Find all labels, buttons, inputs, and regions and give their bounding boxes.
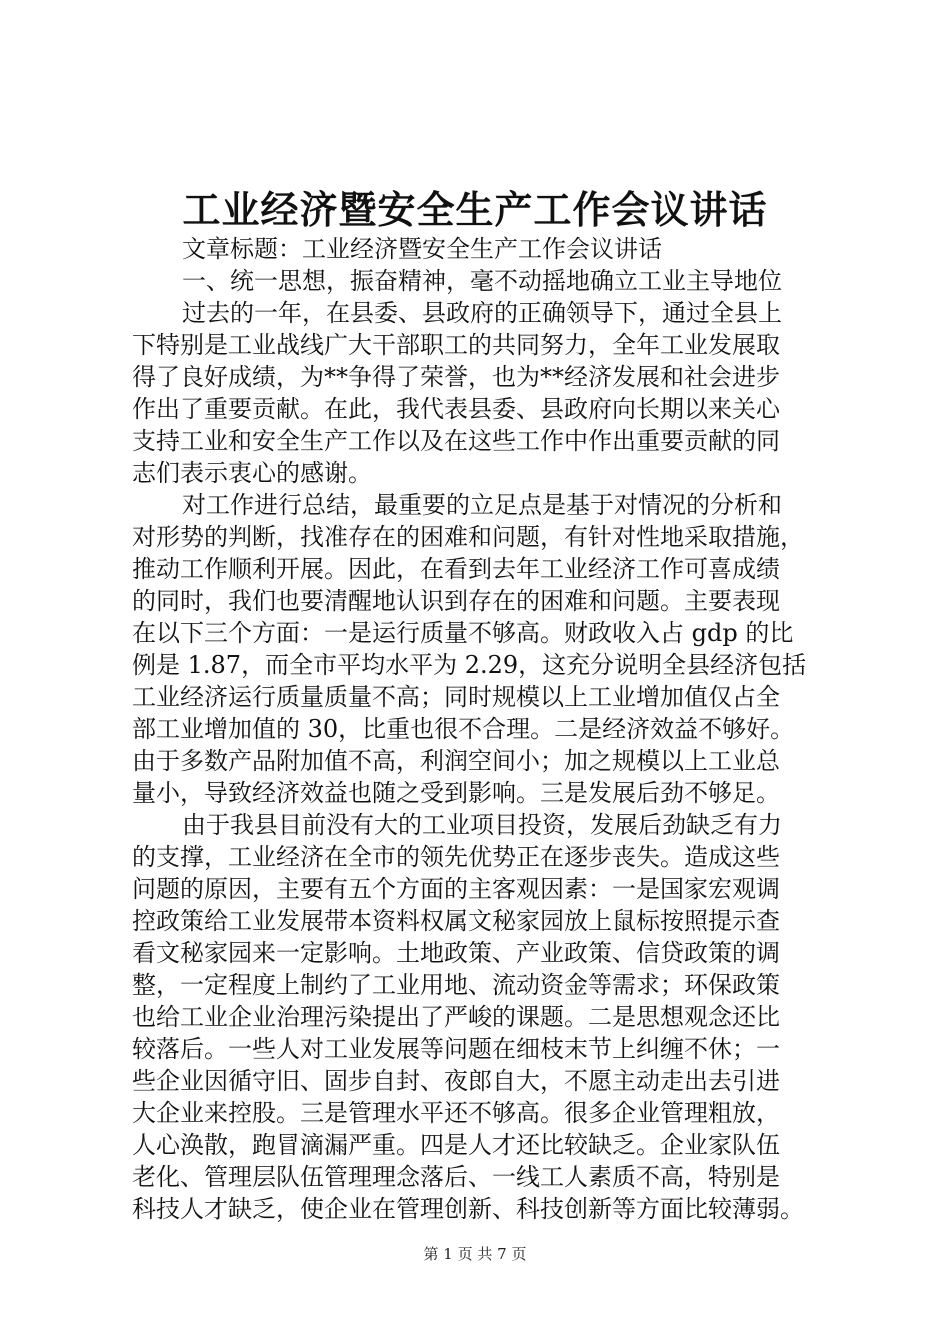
document-title: 工业经济暨安全生产工作会议讲话 [182,187,768,232]
text-line: 过去的一年，在县委、县政府的正确领导下，通过全县上 [182,299,782,327]
text-line: 些企业因循守旧、固步自封、夜郎自大，不愿主动走出去引进 [132,1067,780,1095]
text-line: 由于多数产品附加值不高，利润空间小；加之规模以上工业总 [132,747,780,775]
text-line: 对工作进行总结，最重要的立足点是基于对情况的分析和 [182,491,782,519]
text-line: 人心涣散，跑冒滴漏严重。四是人才还比较缺乏。企业家队伍 [132,1131,780,1159]
document-body [132,233,824,1225]
text-line: 问题的原因，主要有五个方面的主客观因素：一是国家宏观调 [132,875,780,903]
text-line: 例是 1.87，而全市平均水平为 2.29，这充分说明全县经济包括 [132,651,807,679]
text-line: 部工业增加值的 30，比重也很不合理。二是经济效益不够好。 [132,715,795,743]
text-line: 作出了重要贡献。在此，我代表县委、县政府向长期以来关心 [132,395,780,423]
text-line: 较落后。一些人对工业发展等问题在细枝末节上纠缠不休；一 [132,1035,780,1063]
text-line: 控政策给工业发展带本资料权属文秘家园放上鼠标按照提示查 [132,907,780,935]
text-line: 的支撑，工业经济在全市的领先优势正在逐步丧失。造成这些 [132,843,780,871]
text-line: 工业经济运行质量质量不高；同时规模以上工业增加值仅占全 [132,683,780,711]
text-line: 一、统一思想，振奋精神，毫不动摇地确立工业主导地位 [182,267,782,295]
text-line: 支持工业和安全生产工作以及在这些工作中作出重要贡献的同 [132,427,780,455]
text-line: 也给工业企业治理污染提出了严峻的课题。二是思想观念还比 [132,1003,780,1031]
text-line: 的同时，我们也要清醒地认识到存在的困难和问题。主要表现 [132,587,780,615]
text-line: 推动工作顺利开展。因此，在看到去年工业经济工作可喜成绩 [132,555,780,583]
text-line: 下特别是工业战线广大干部职工的共同努力，全年工业发展取 [132,331,780,359]
text-line: 得了良好成绩，为**争得了荣誉，也为**经济发展和社会进步 [132,363,780,391]
text-line: 看文秘家园来一定影响。土地政策、产业政策、信贷政策的调 [132,939,780,967]
text-line: 在以下三个方面：一是运行质量不够高。财政收入占 gdp 的比 [132,619,794,647]
text-line: 老化、管理层队伍管理理念落后、一线工人素质不高，特别是 [132,1163,780,1191]
text-line: 文章标题：工业经济暨安全生产工作会议讲话 [182,235,662,263]
text-line: 科技人才缺乏，使企业在管理创新、科技创新等方面比较薄弱。 [132,1195,804,1223]
text-line: 志们表示衷心的感谢。 [132,459,372,487]
text-line: 整，一定程度上制约了工业用地、流动资金等需求；环保政策 [132,971,780,999]
text-line: 由于我县目前没有大的工业项目投资，发展后劲缺乏有力 [182,811,782,839]
text-line: 量小，导致经济效益也随之受到影响。三是发展后劲不够足。 [132,779,780,807]
text-line: 对形势的判断，找准存在的困难和问题，有针对性地采取措施， [132,523,804,551]
page-footer: 第 1 页 共 7 页 [423,1245,527,1263]
text-line: 大企业来控股。三是管理水平还不够高。很多企业管理粗放， [132,1099,780,1127]
